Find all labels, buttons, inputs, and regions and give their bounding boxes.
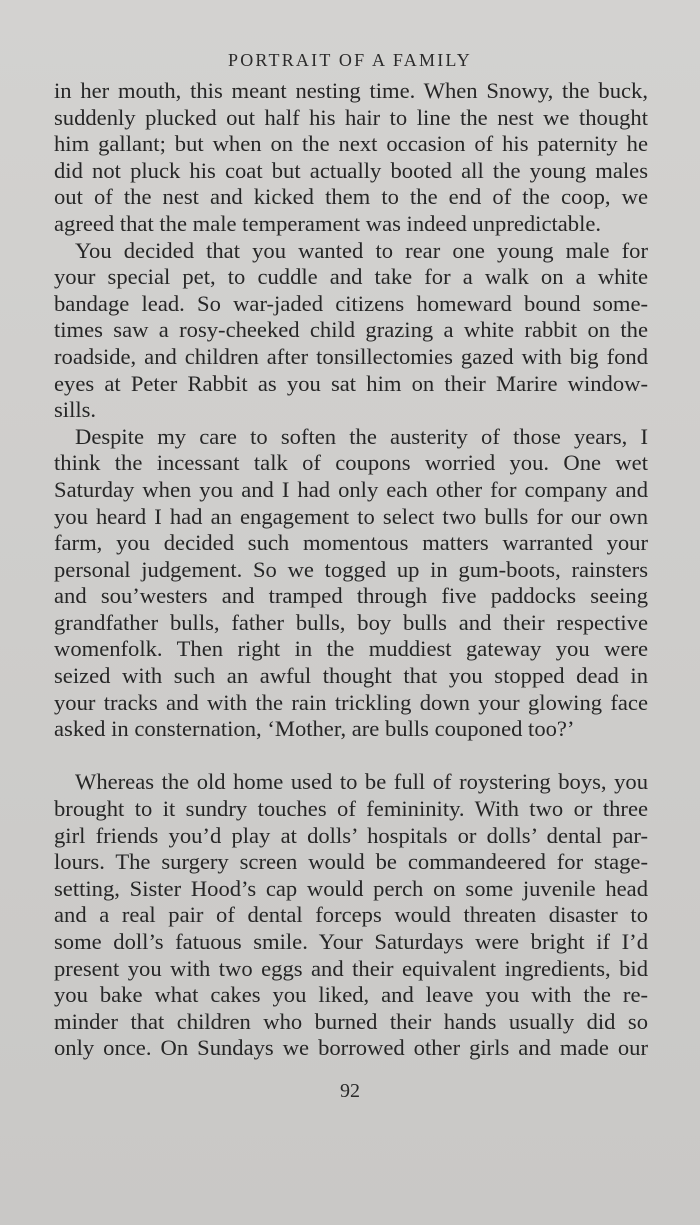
text-line: him gallant; but when on the next occasion of his paternity he [54,131,648,157]
body-text [54,78,648,1062]
text-line: grandfather bulls, father bulls, boy bulls and their respective [54,609,648,635]
paragraph [54,424,648,743]
text-line: eyes at Peter Rabbit as you sat him on their Marire window- [54,370,648,396]
text-line: Whereas the old home used to be full of roystering boys, you [75,769,648,795]
running-head: PORTRAIT OF A FAMILY [228,50,472,70]
section-break [54,743,648,770]
text-line: Despite my care to soften the austerity of those years, I [75,423,648,449]
text-line: times saw a rosy-cheeked child grazing a white rabbit on the [54,317,648,343]
text-line: lours. The surgery screen would be commandeered for stage- [54,849,648,875]
text-line: think the incessant talk of coupons worried you. One wet [54,450,648,476]
text-line: womenfolk. Then right in the muddiest gateway you were [54,636,648,662]
paragraph [54,769,648,1062]
text-line: did not pluck his coat but actually booted all the young males [54,157,648,183]
text-line: seized with such an awful thought that you stopped dead in [54,663,648,689]
text-line: your special pet, to cuddle and take for a walk on a white [54,264,648,290]
text-line: present you with two eggs and their equivalent ingredients, bid [54,955,648,981]
text-line: You decided that you wanted to rear one young male for [75,237,648,263]
text-line: personal judgement. So we togged up in gum-boots, rainsters [54,556,648,582]
text-line: you bake what cakes you liked, and leave you with the re- [54,982,648,1008]
paragraph [54,78,648,238]
text-line: only once. On Sundays we borrowed other girls and made our [54,1035,648,1061]
text-line: setting, Sister Hood’s cap would perch on some juvenile head [54,875,648,901]
text-line: some doll’s fatuous smile. Your Saturdays were bright if I’d [54,929,648,954]
text-line: bandage lead. So war-jaded citizens homeward bound some- [54,290,648,316]
text-line: sills. [54,397,97,423]
text-line: out of the nest and kicked them to the end of the coop, we [54,184,648,210]
text-line: agreed that the male temperament was indeed unpredictable. [54,210,602,236]
text-line: brought to it sundry touches of femininity. With two or three [54,796,648,822]
text-line: minder that children who burned their hands usually did so [54,1008,648,1034]
text-line: and a real pair of dental forceps would threaten disaster to [54,902,648,928]
text-line: Saturday when you and I had only each other for company and [54,476,648,502]
text-line: asked in consternation, ‘Mother, are bulls couponed too?’ [54,716,575,742]
text-line: your tracks and with the rain trickling down your glowing face [54,689,648,715]
text-line: and sou’westers and tramped through five paddocks seeing [54,583,648,609]
text-line: roadside, and children after tonsillectomies gazed with big fond [54,343,648,369]
text-line: in her mouth, this meant nesting time. When Snowy, the buck, [54,78,648,103]
text-line: farm, you decided such momentous matters warranted your [54,530,648,556]
page-number: 92 [340,1080,360,1102]
text-line: girl friends you’d play at dolls’ hospitals or dolls’ dental par- [54,822,648,848]
paragraph [54,238,648,424]
text-line: suddenly plucked out half his hair to line the nest we thought [54,104,648,130]
text-line: you heard I had an engagement to select two bulls for our own [54,503,648,529]
